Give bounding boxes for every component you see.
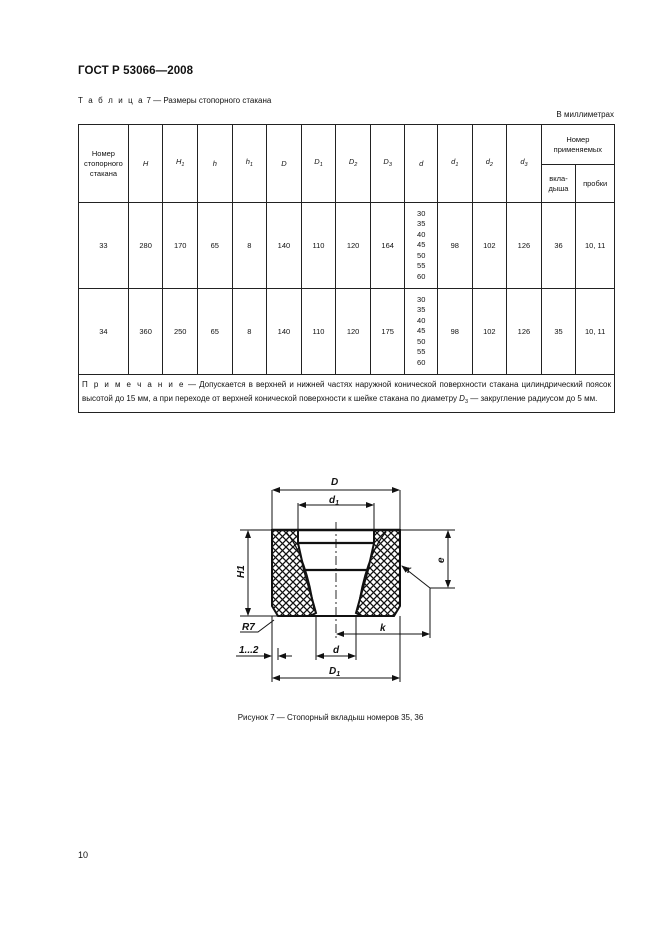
cell-d2: 102: [472, 203, 507, 289]
table-caption: [78, 96, 271, 105]
label-k: k: [380, 623, 386, 634]
table-row: [79, 289, 615, 375]
insert-section: [272, 522, 400, 638]
cell-D2: 120: [336, 203, 371, 289]
cell-insert: 35: [541, 289, 576, 375]
cell-d1: 98: [437, 289, 472, 375]
header-d3: $d_3$: [507, 125, 542, 203]
label-D: D: [331, 477, 339, 488]
cell-number: 33: [79, 203, 129, 289]
label-r: r: [407, 565, 411, 576]
dimension-labels: [236, 477, 447, 678]
header-d1: $d_1$: [437, 125, 472, 203]
header-d: d: [405, 125, 438, 203]
label-range: 1...2: [239, 645, 259, 656]
units-note: В миллиметрах: [556, 110, 614, 119]
cell-d-list: 30 35 40 45 50 55 60: [405, 203, 438, 289]
header-insert: вкла-дыша: [541, 165, 576, 203]
header-H: H: [128, 125, 163, 203]
table-caption-prefix: Т а б л и ц а: [78, 96, 145, 105]
cell-H: 280: [128, 203, 163, 289]
header-number: Номер стопорного стакана: [79, 125, 129, 203]
label-d: d: [333, 645, 340, 656]
cell-D1: 110: [301, 203, 336, 289]
cell-D3: 175: [370, 289, 405, 375]
cell-D2: 120: [336, 289, 371, 375]
cell-H: 360: [128, 289, 163, 375]
cell-H1: 170: [163, 203, 198, 289]
cell-h: 65: [197, 289, 232, 375]
table-note: П р и м е ч а н и е — Допускается в верхней и нижней частях наружной конической поверхности стакана цилиндрический поясок высотой до 15 мм, а при переходе от верхней конической поверхности к шейке стакана по диаметру $D_3$ — закругление радиусом до 5 мм.: [79, 375, 615, 413]
cell-plug: 10, 11: [576, 203, 615, 289]
header-h: h: [197, 125, 232, 203]
table-header-row: [79, 125, 615, 165]
cell-insert: 36: [541, 203, 576, 289]
dimensions-table: [78, 124, 615, 413]
cell-d3: 126: [507, 289, 542, 375]
label-R7: R7: [242, 622, 255, 633]
cell-d-list: 30 35 40 45 50 55 60: [405, 289, 438, 375]
header-d2: $d_2$: [472, 125, 507, 203]
header-h1: $h_1$: [232, 125, 267, 203]
cell-D3: 164: [370, 203, 405, 289]
cell-D: 140: [267, 289, 302, 375]
cell-D: 140: [267, 203, 302, 289]
cell-d1: 98: [437, 203, 472, 289]
header-D3: $D_3$: [370, 125, 405, 203]
label-H1: H1: [236, 565, 247, 578]
page-number: 10: [78, 850, 89, 860]
cell-number: 34: [79, 289, 129, 375]
header-D1: $D_1$: [301, 125, 336, 203]
cell-d2: 102: [472, 289, 507, 375]
header-D2: $D_2$: [336, 125, 371, 203]
header-D: D: [267, 125, 302, 203]
header-plug: пробки: [576, 165, 615, 203]
label-D1: $D_1$: [329, 666, 341, 678]
header-applied-group: Номер применяемых: [541, 125, 614, 165]
label-d1: $d_1$: [329, 495, 340, 507]
cell-H1: 250: [163, 289, 198, 375]
document-header: ГОСТ Р 53066—2008: [78, 65, 194, 77]
dimension-lines: [236, 490, 455, 682]
label-e: e: [436, 557, 447, 563]
cell-h: 65: [197, 203, 232, 289]
figure-caption: Рисунок 7 — Стопорный вкладыш номеров 35, 36: [237, 713, 424, 722]
header-H1: $H_1$: [163, 125, 198, 203]
insert-drawing: [230, 470, 470, 695]
table-note-row: [79, 375, 615, 413]
cell-h1: 8: [232, 289, 267, 375]
cell-plug: 10, 11: [576, 289, 615, 375]
cell-h1: 8: [232, 203, 267, 289]
table-caption-text: 7 — Размеры стопорного стакана: [144, 96, 272, 105]
cell-d3: 126: [507, 203, 542, 289]
table-row: [79, 203, 615, 289]
cell-D1: 110: [301, 289, 336, 375]
